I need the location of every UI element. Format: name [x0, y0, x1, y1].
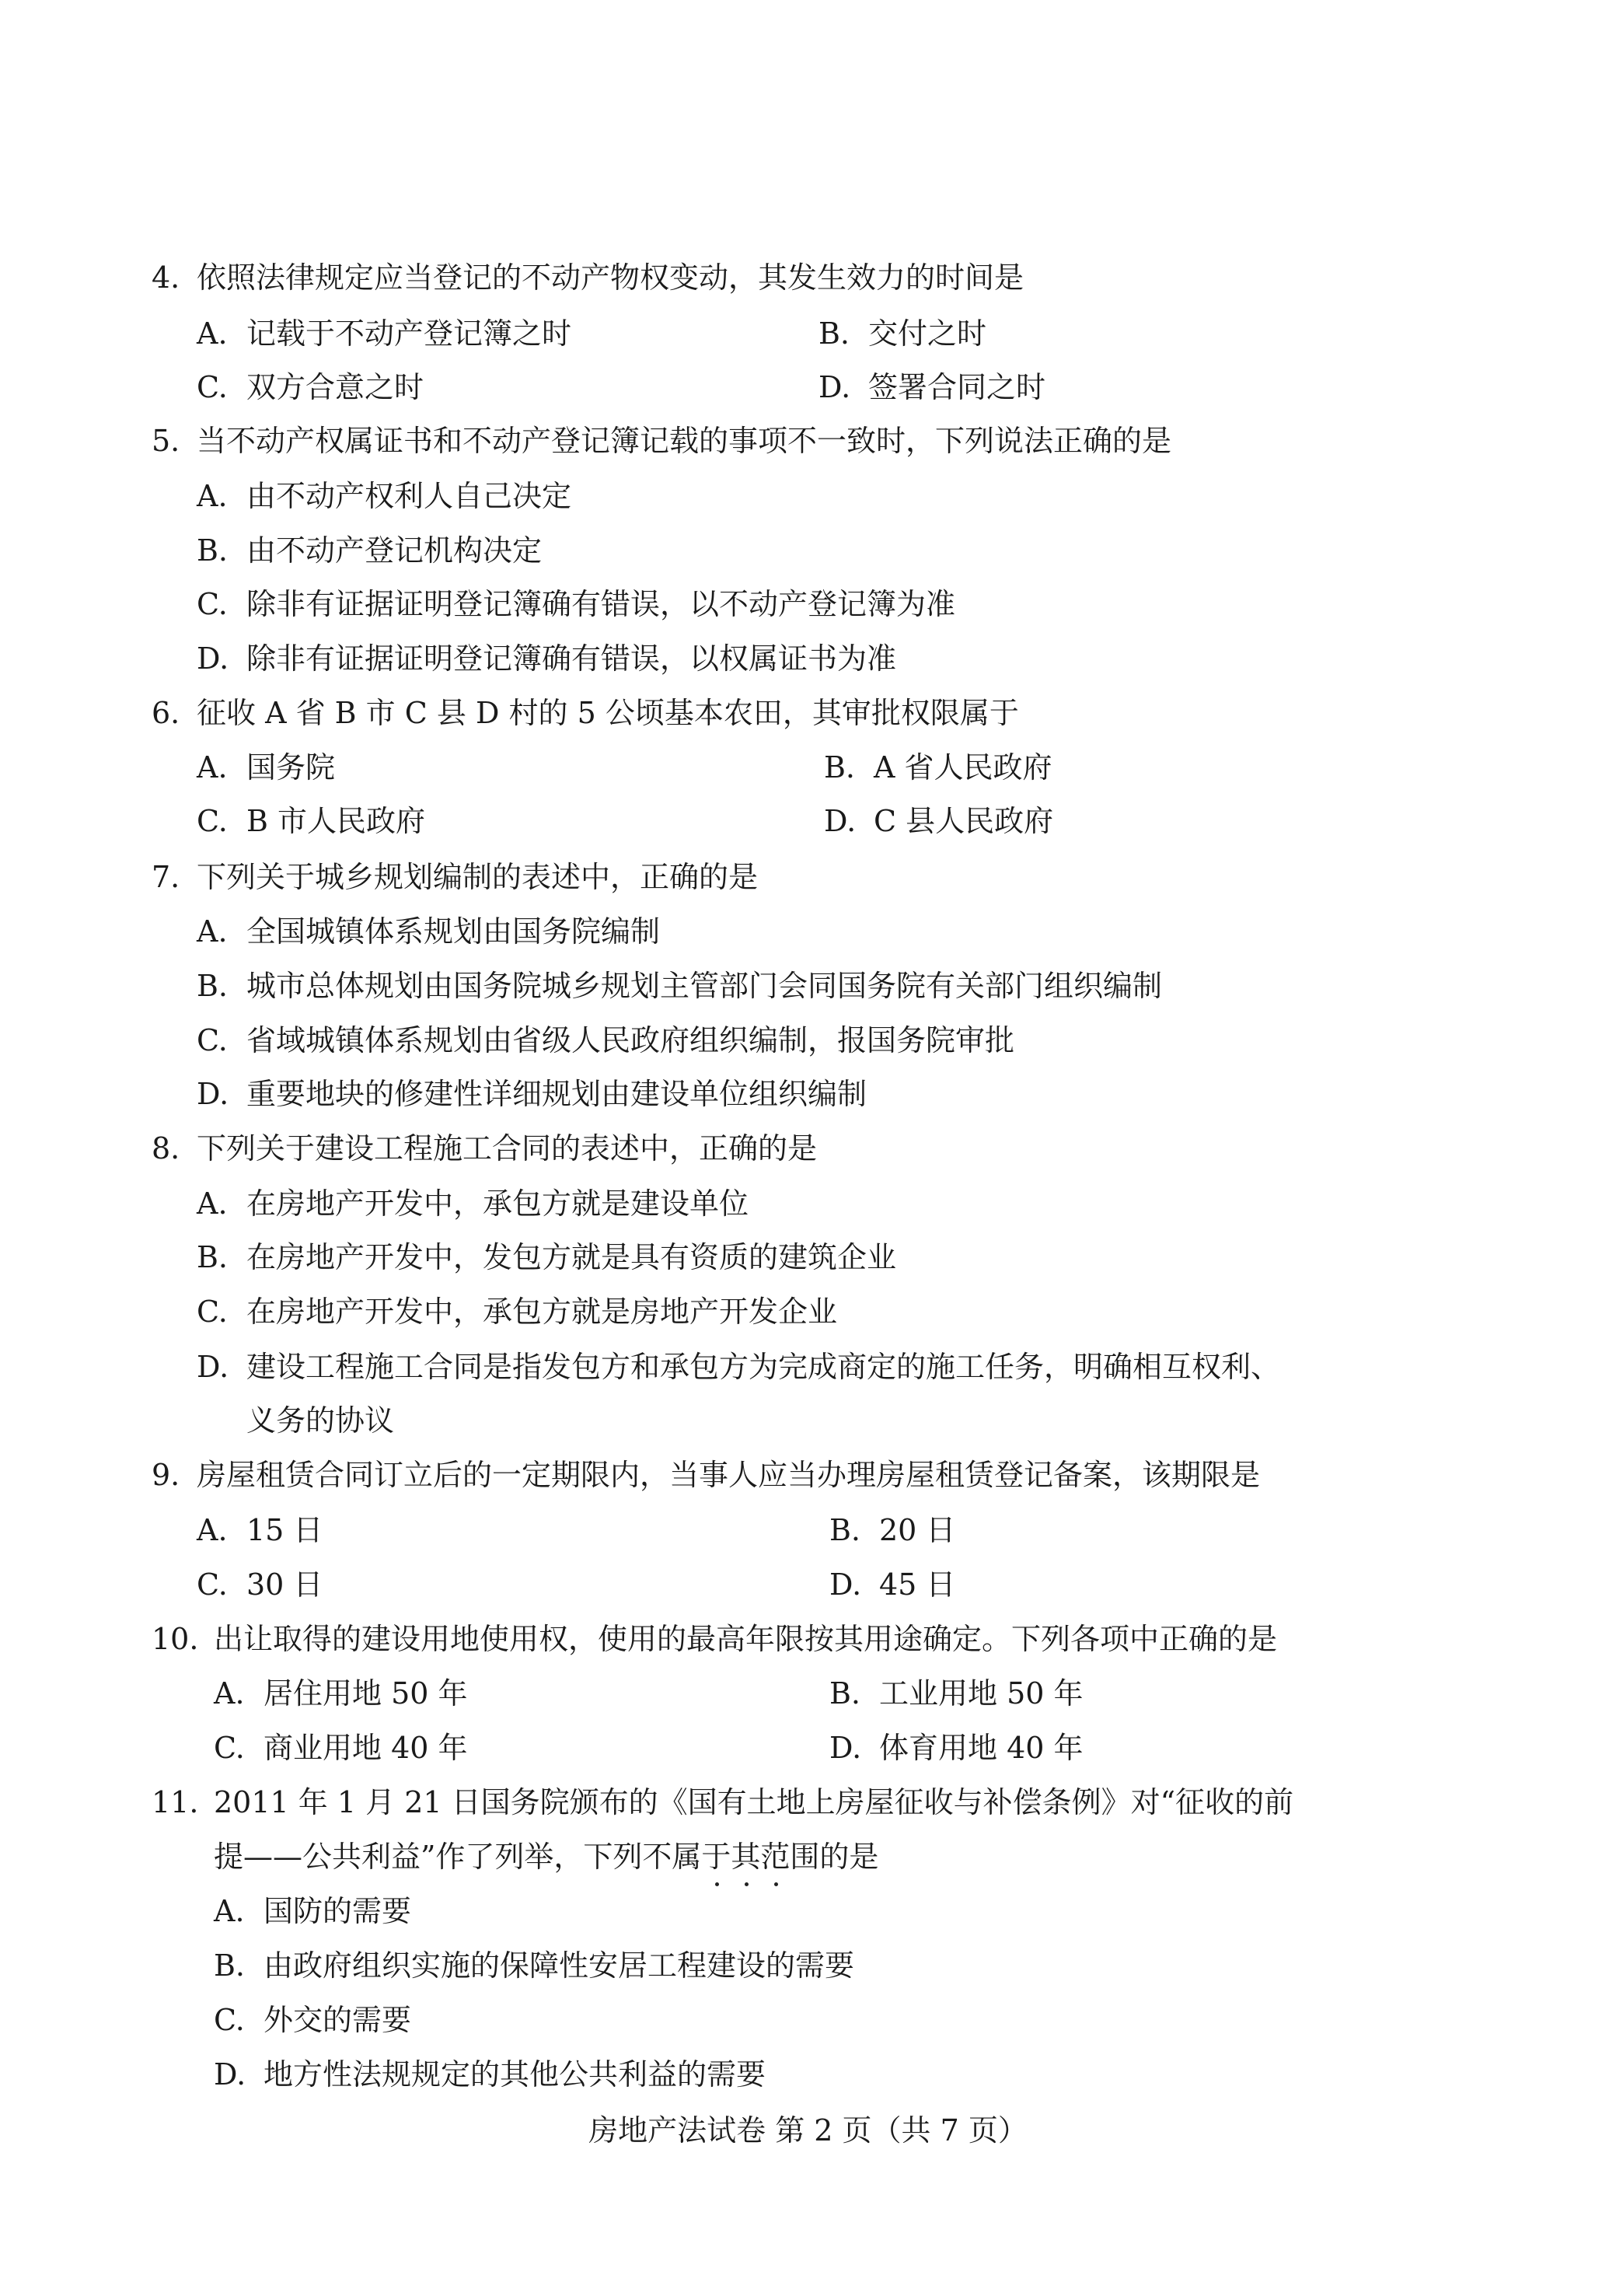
- option-text: C 县人民政府: [874, 804, 1054, 838]
- question-stem: 当不动产权属证书和不动产登记簿记载的事项不一致时，下列说法正确的是: [197, 424, 1172, 458]
- option-text: 15 日: [246, 1513, 323, 1547]
- option-letter: B.: [197, 533, 229, 568]
- option: [829, 1511, 955, 1550]
- option-letter: B.: [824, 750, 856, 785]
- option-letter: A.: [197, 316, 228, 351]
- option: [197, 802, 425, 840]
- option-letter: A.: [197, 914, 228, 949]
- question-number: 11.: [152, 1785, 199, 1819]
- option: [197, 966, 1162, 1005]
- option-text: 体育用地 40 年: [879, 1731, 1084, 1765]
- option: [197, 1184, 749, 1223]
- option: [197, 639, 896, 678]
- option: [197, 1347, 1280, 1386]
- option: [824, 802, 1053, 840]
- option-text: 30 日: [246, 1567, 323, 1602]
- option-text: 建设工程施工合同是指发包方和承包方为完成商定的施工任务，明确相互权利、: [246, 1350, 1281, 1384]
- option-letter: C.: [214, 1731, 245, 1765]
- question-stem: 出让取得的建设用地使用权，使用的最高年限按其用途确定。下列各项中正确的是: [214, 1622, 1278, 1656]
- option-text: 在房地产开发中，承包方就是房地产开发企业: [246, 1295, 838, 1329]
- option: [197, 1075, 867, 1113]
- option: [197, 314, 571, 353]
- option: [197, 531, 542, 570]
- option-text: 在房地产开发中，发包方就是具有资质的建筑企业: [246, 1240, 897, 1274]
- option: [214, 1728, 468, 1767]
- question-number: 8.: [152, 1131, 180, 1165]
- option-text: 地方性法规规定的其他公共利益的需要: [264, 2057, 766, 2092]
- question-number: 6.: [152, 696, 180, 730]
- option-letter: B.: [829, 1513, 861, 1547]
- question-stem: 征收 A 省 B 市 C 县 D 村的 5 公顷基本农田，其审批权限属于: [197, 696, 1019, 730]
- option-letter: A.: [197, 750, 228, 785]
- question-number: 4.: [152, 260, 180, 295]
- option: [829, 1674, 1084, 1713]
- option-text: A 省人民政府: [874, 750, 1052, 785]
- option: [197, 912, 660, 951]
- question-number: 5.: [152, 424, 180, 458]
- option-text: 20 日: [879, 1513, 956, 1547]
- question-number: 9.: [152, 1458, 180, 1492]
- option-letter: A.: [197, 479, 228, 513]
- option-letter: C.: [197, 1295, 228, 1329]
- option-text: 重要地块的修建性详细规划由建设单位组织编制: [246, 1077, 867, 1111]
- page-footer: 房地产法试卷 第 2 页（共 7 页）: [588, 2113, 1028, 2147]
- option: [818, 314, 986, 353]
- option-letter: B.: [214, 1948, 246, 1983]
- option-text: 由不动产权利人自己决定: [246, 479, 572, 513]
- option-text: 除非有证据证明登记簿确有错误，以不动产登记簿为准: [246, 587, 956, 621]
- option-letter: D.: [818, 370, 851, 404]
- option: [197, 1292, 837, 1331]
- option-letter: D.: [197, 641, 229, 676]
- option-text: 双方合意之时: [246, 370, 424, 404]
- option-text: 国防的需要: [264, 1894, 412, 1928]
- option-text: 45 日: [879, 1567, 956, 1602]
- option-text: 城市总体规划由国务院城乡规划主管部门会同国务院有关部门组织编制: [246, 969, 1163, 1003]
- emphasis-dot: [715, 1882, 719, 1886]
- option: [197, 1511, 323, 1550]
- option-letter: C.: [197, 804, 228, 838]
- option-text: 除非有证据证明登记簿确有错误，以权属证书为准: [246, 641, 897, 676]
- option-letter: B.: [197, 1240, 229, 1274]
- option: [824, 748, 1052, 787]
- question-stem: 下列关于建设工程施工合同的表述中，正确的是: [197, 1131, 818, 1165]
- option-text: 居住用地 50 年: [264, 1676, 468, 1711]
- question-stem: 2011 年 1 月 21 日国务院颁布的《国有土地上房屋征收与补偿条例》对“征收的前: [214, 1785, 1294, 1819]
- option-text: 外交的需要: [264, 2003, 412, 2037]
- option-letter: D.: [214, 2057, 246, 2092]
- question-stem: 依照法律规定应当登记的不动产物权变动，其发生效力的时间是: [197, 260, 1024, 295]
- option-letter: A.: [214, 1676, 245, 1711]
- option-letter: C.: [197, 370, 228, 404]
- option: [197, 1238, 896, 1277]
- option-text: 在房地产开发中，承包方就是建设单位: [246, 1186, 749, 1221]
- option-text: 由政府组织实施的保障性安居工程建设的需要: [264, 1948, 855, 1983]
- option-text: 工业用地 50 年: [879, 1676, 1084, 1711]
- option-letter: B.: [197, 969, 229, 1003]
- option: [197, 368, 424, 407]
- option-text: 全国城镇体系规划由国务院编制: [246, 914, 661, 949]
- emphasis-dot: [774, 1882, 778, 1886]
- option-letter: A.: [197, 1513, 228, 1547]
- option-text: 签署合同之时: [868, 370, 1046, 404]
- option: [214, 1674, 468, 1713]
- option-text: 由不动产登记机构决定: [246, 533, 543, 568]
- option: [818, 368, 1045, 407]
- option: [197, 748, 335, 787]
- option-continuation: 义务的协议: [246, 1403, 395, 1438]
- option-letter: B.: [818, 316, 850, 351]
- option-text: 国务院: [246, 750, 336, 785]
- option-letter: D.: [824, 804, 857, 838]
- option-letter: A.: [214, 1894, 245, 1928]
- option: [197, 477, 571, 515]
- option-text: 交付之时: [868, 316, 987, 351]
- question-stem-continuation: 提——公共利益”作了列举，下列不属于其范围的是: [214, 1840, 879, 1874]
- option: [214, 2055, 766, 2094]
- option-letter: B.: [829, 1676, 861, 1711]
- option: [214, 2001, 411, 2039]
- option-text: 记载于不动产登记簿之时: [246, 316, 572, 351]
- option-letter: C.: [197, 1023, 228, 1057]
- option: [214, 1892, 411, 1931]
- question-number: 7.: [152, 860, 180, 894]
- option-letter: D.: [197, 1350, 229, 1384]
- option-letter: A.: [197, 1186, 228, 1221]
- option: [829, 1565, 955, 1604]
- option: [829, 1728, 1084, 1767]
- question-number: 10.: [152, 1622, 199, 1656]
- option: [214, 1946, 854, 1985]
- option: [197, 1565, 323, 1604]
- option: [197, 585, 955, 624]
- option: [197, 1021, 1014, 1060]
- option-text: 省域城镇体系规划由省级人民政府组织编制，报国务院审批: [246, 1023, 1015, 1057]
- option-text: B 市人民政府: [246, 804, 426, 838]
- question-stem: 房屋租赁合同订立后的一定期限内，当事人应当办理房屋租赁登记备案，该期限是: [197, 1458, 1261, 1492]
- option-letter: D.: [829, 1731, 862, 1765]
- emphasis-dot: [745, 1882, 749, 1886]
- option-letter: D.: [829, 1567, 862, 1602]
- option-letter: C.: [197, 1567, 228, 1602]
- option-letter: C.: [214, 2003, 245, 2037]
- option-letter: C.: [197, 587, 228, 621]
- option-letter: D.: [197, 1077, 229, 1111]
- question-stem: 下列关于城乡规划编制的表述中，正确的是: [197, 860, 759, 894]
- option-text: 商业用地 40 年: [264, 1731, 468, 1765]
